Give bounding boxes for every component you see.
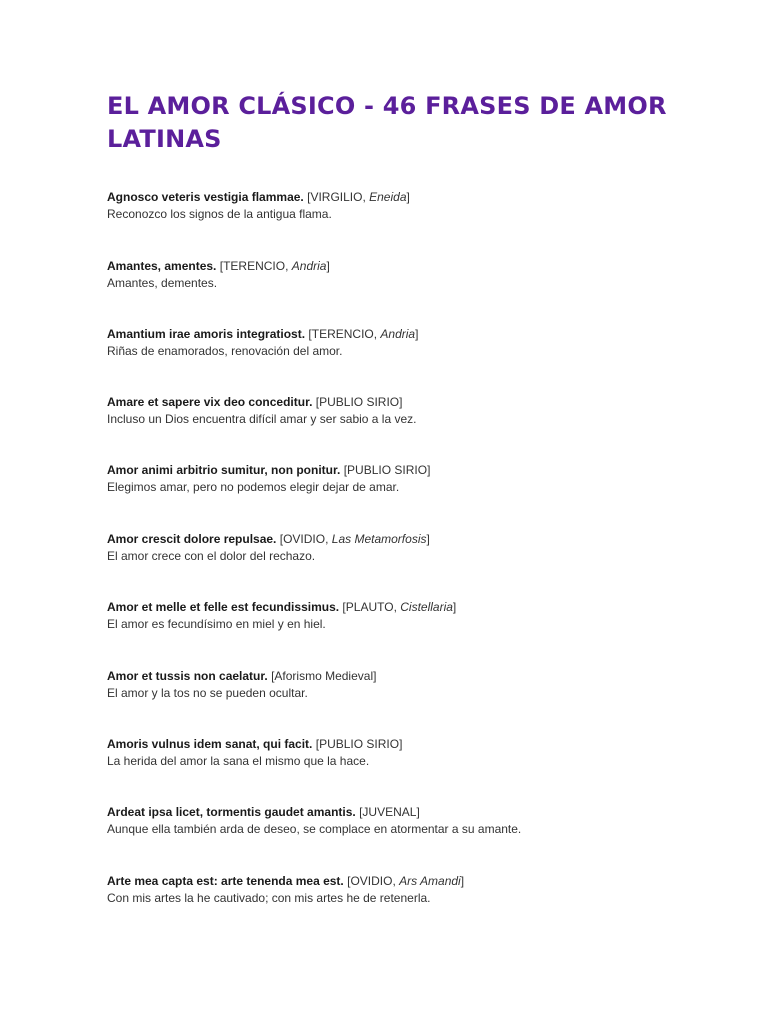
quote-source: [Aforismo Medieval] [271,669,377,683]
quote-latin: Ardeat ipsa licet, tormentis gaudet amantis. [107,805,356,819]
quote-translation: Amantes, dementes. [107,276,218,290]
quote-translation: Reconozco los signos de la antigua flama. [107,207,332,221]
quote-source: [OVIDIO, Ars Amandi] [347,874,465,888]
quote-source: [PUBLIO SIRIO] [315,395,403,409]
quote-source: [OVIDIO, Las Metamorfosis] [279,532,430,546]
quote-source: [PUBLIO SIRIO] [343,463,431,477]
quote-author: PUBLIO SIRIO [319,737,400,751]
quote-author: PLAUTO [345,600,394,614]
quote-latin: Amantes, amentes. [107,259,217,273]
quote-item [107,668,727,702]
quote-translation: Riñas de enamorados, renovación del amor. [107,344,343,358]
quote-author: PUBLIO SIRIO [347,463,428,477]
quote-author: OVIDIO [350,874,393,888]
quote-work: Andria [380,327,416,341]
quote-latin: Agnosco veteris vestigia flammae. [107,190,304,204]
quote-latin: Amor et melle et felle est fecundissimus. [107,600,340,614]
quote-source: [PLAUTO, Cistellaria] [342,600,457,614]
quote-item [107,462,727,496]
quote-work: Cistellaria [400,600,453,614]
quote-work: Eneida [369,190,407,204]
quote-translation: El amor y la tos no se pueden ocultar. [107,686,308,700]
quote-translation: Aunque ella también arda de deseo, se complace en atormentar a su amante. [107,822,522,836]
quote-source: [VIRGILIO, Eneida] [307,190,410,204]
quote-author: OVIDIO [283,532,326,546]
quote-item [107,599,727,633]
quote-author: Aforismo Medieval [274,669,374,683]
quote-author: TERENCIO [223,259,286,273]
quote-translation: Con mis artes la he cautivado; con mis artes he de retenerla. [107,891,431,905]
quote-item [107,804,727,838]
quote-source: [PUBLIO SIRIO] [315,737,403,751]
quote-latin: Amoris vulnus idem sanat, qui facit. [107,737,313,751]
quote-latin: Amantium irae amoris integratiost. [107,327,306,341]
quote-item [107,326,727,360]
quote-source: [TERENCIO, Andria] [308,327,419,341]
quote-item [107,531,727,565]
quote-latin: Amor et tussis non caelatur. [107,669,268,683]
quote-author: VIRGILIO [310,190,363,204]
quote-item [107,873,727,907]
quote-translation: El amor crece con el dolor del rechazo. [107,549,316,563]
quote-translation: La herida del amor la sana el mismo que la hace. [107,754,370,768]
quote-work: Ars Amandi [399,874,461,888]
quote-author: PUBLIO SIRIO [319,395,400,409]
page-title: EL AMOR CLÁSICO - 46 FRASES DE AMOR LATINAS [107,92,667,153]
quote-item [107,258,727,292]
quote-source: [TERENCIO, Andria] [219,259,330,273]
quote-latin: Amor animi arbitrio sumitur, non ponitur. [107,463,341,477]
quote-item [107,189,727,223]
quote-author: TERENCIO [311,327,374,341]
quote-item [107,394,727,428]
quote-translation: Incluso un Dios encuentra difícil amar y ser sabio a la vez. [107,412,417,426]
quote-work: Andria [291,259,327,273]
quote-author: JUVENAL [362,805,417,819]
quote-work: Las Metamorfosis [331,532,427,546]
quote-latin: Amare et sapere vix deo conceditur. [107,395,313,409]
quote-translation: Elegimos amar, pero no podemos elegir dejar de amar. [107,480,400,494]
quote-latin: Arte mea capta est: arte tenenda mea est. [107,874,344,888]
quote-latin: Amor crescit dolore repulsae. [107,532,277,546]
quote-source: [JUVENAL] [359,805,420,819]
quote-item [107,736,727,770]
quote-translation: El amor es fecundísimo en miel y en hiel. [107,617,326,631]
